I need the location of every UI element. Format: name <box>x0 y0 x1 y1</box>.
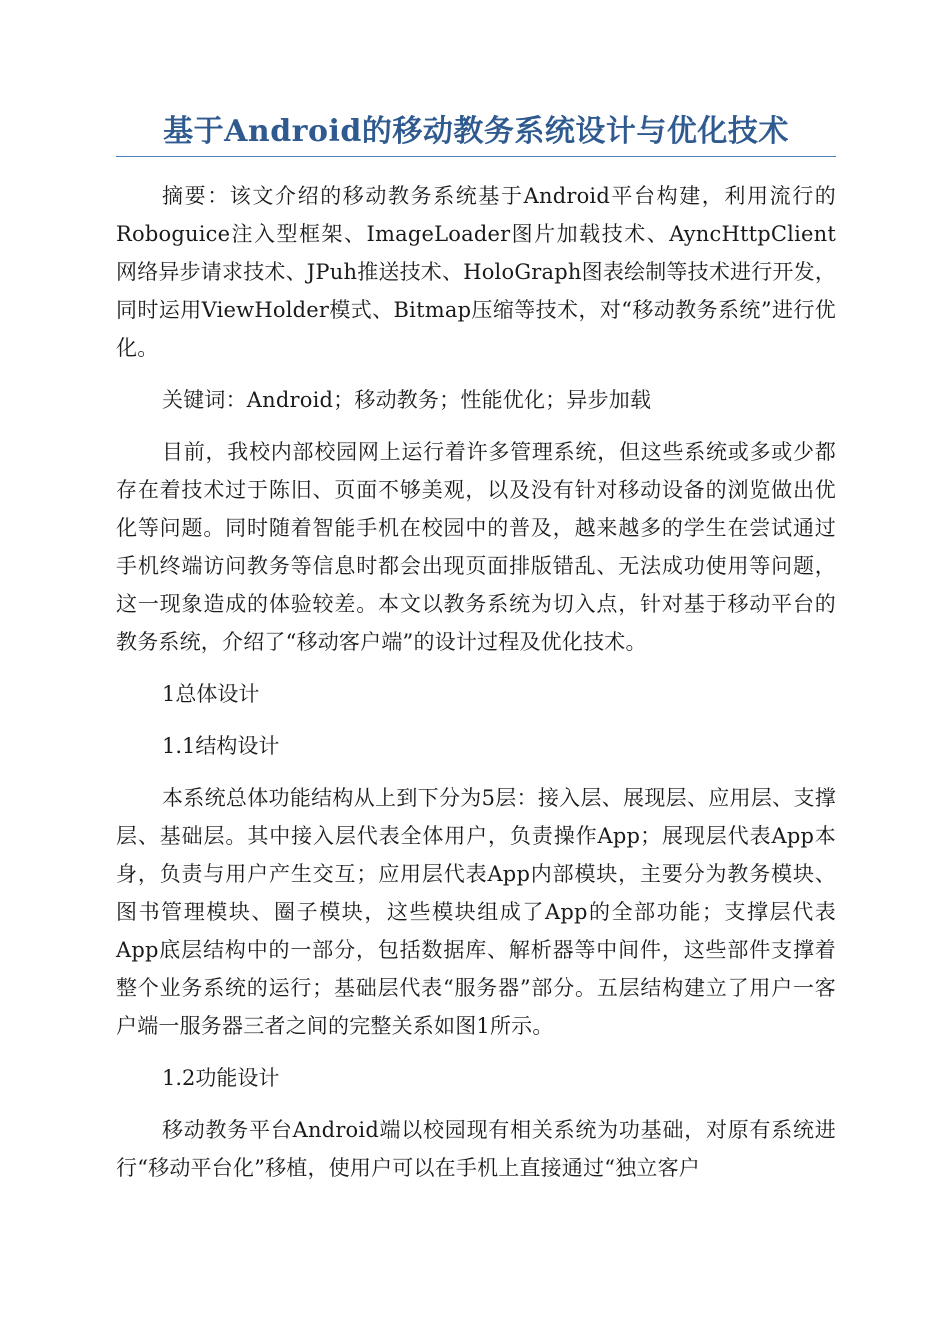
section-1-2-paragraph: 移动教务平台Android端以校园现有相关系统为功基础，对原有系统进行“移动平台化”移植，使用户可以在手机上直接通过“独立客户 <box>116 1118 836 1180</box>
document-page <box>116 112 836 1201</box>
section-1-1-heading: 1.1结构设计 <box>162 734 280 758</box>
intro-paragraph: 目前，我校内部校园网上运行着许多管理系统，但这些系统或多或少都存在着技术过于陈旧、页面不够美观，以及没有针对移动设备的浏览做出优化等问题。同时随着智能手机在校园中的普及，越来越多的学生在尝试通过手机终端访问教务等信息时都会出现页面排版错乱、无法成功使用等问题，这一现象造成的体验较差。本文以教务系统为切入点，针对基于移动平台的教务系统，介绍了“移动客户端”的设计过程及优化技术。 <box>116 440 836 654</box>
keywords-paragraph: 关键词：Android；移动教务；性能优化；异步加载 <box>162 388 652 412</box>
document-title: 基于Android的移动教务系统设计与优化技术 <box>163 114 789 149</box>
abstract-paragraph: 摘要：该文介绍的移动教务系统基于Android平台构建，利用流行的Roboguice注入型框架、ImageLoader图片加载技术、AyncHttpClient网络异步请求技术、JPuh推送技术、HoloGraph图表绘制等技术进行开发，同时运用ViewHolder模式、Bitmap压缩等技术，对“移动教务系统”进行优化。 <box>116 184 837 360</box>
section-1-1-paragraph: 本系统总体功能结构从上到下分为5层：接入层、展现层、应用层、支撑层、基础层。其中接入层代表全体用户，负责操作App；展现层代表App本身，负责与用户产生交互；应用层代表App内部模块，主要分为教务模块、图书管理模块、圈子模块，这些模块组成了App的全部功能；支撑层代表App底层结构中的一部分，包括数据库、解析器等中间件，这些部件支撑着整个业务系统的运行；基础层代表“服务器”部分。五层结构建立了用户一客户端一服务器三者之间的完整关系如图1所示。 <box>116 786 836 1038</box>
section-1-2-heading: 1.2功能设计 <box>162 1066 280 1090</box>
section-1-heading: 1总体设计 <box>162 682 260 706</box>
title-underline <box>116 156 836 157</box>
